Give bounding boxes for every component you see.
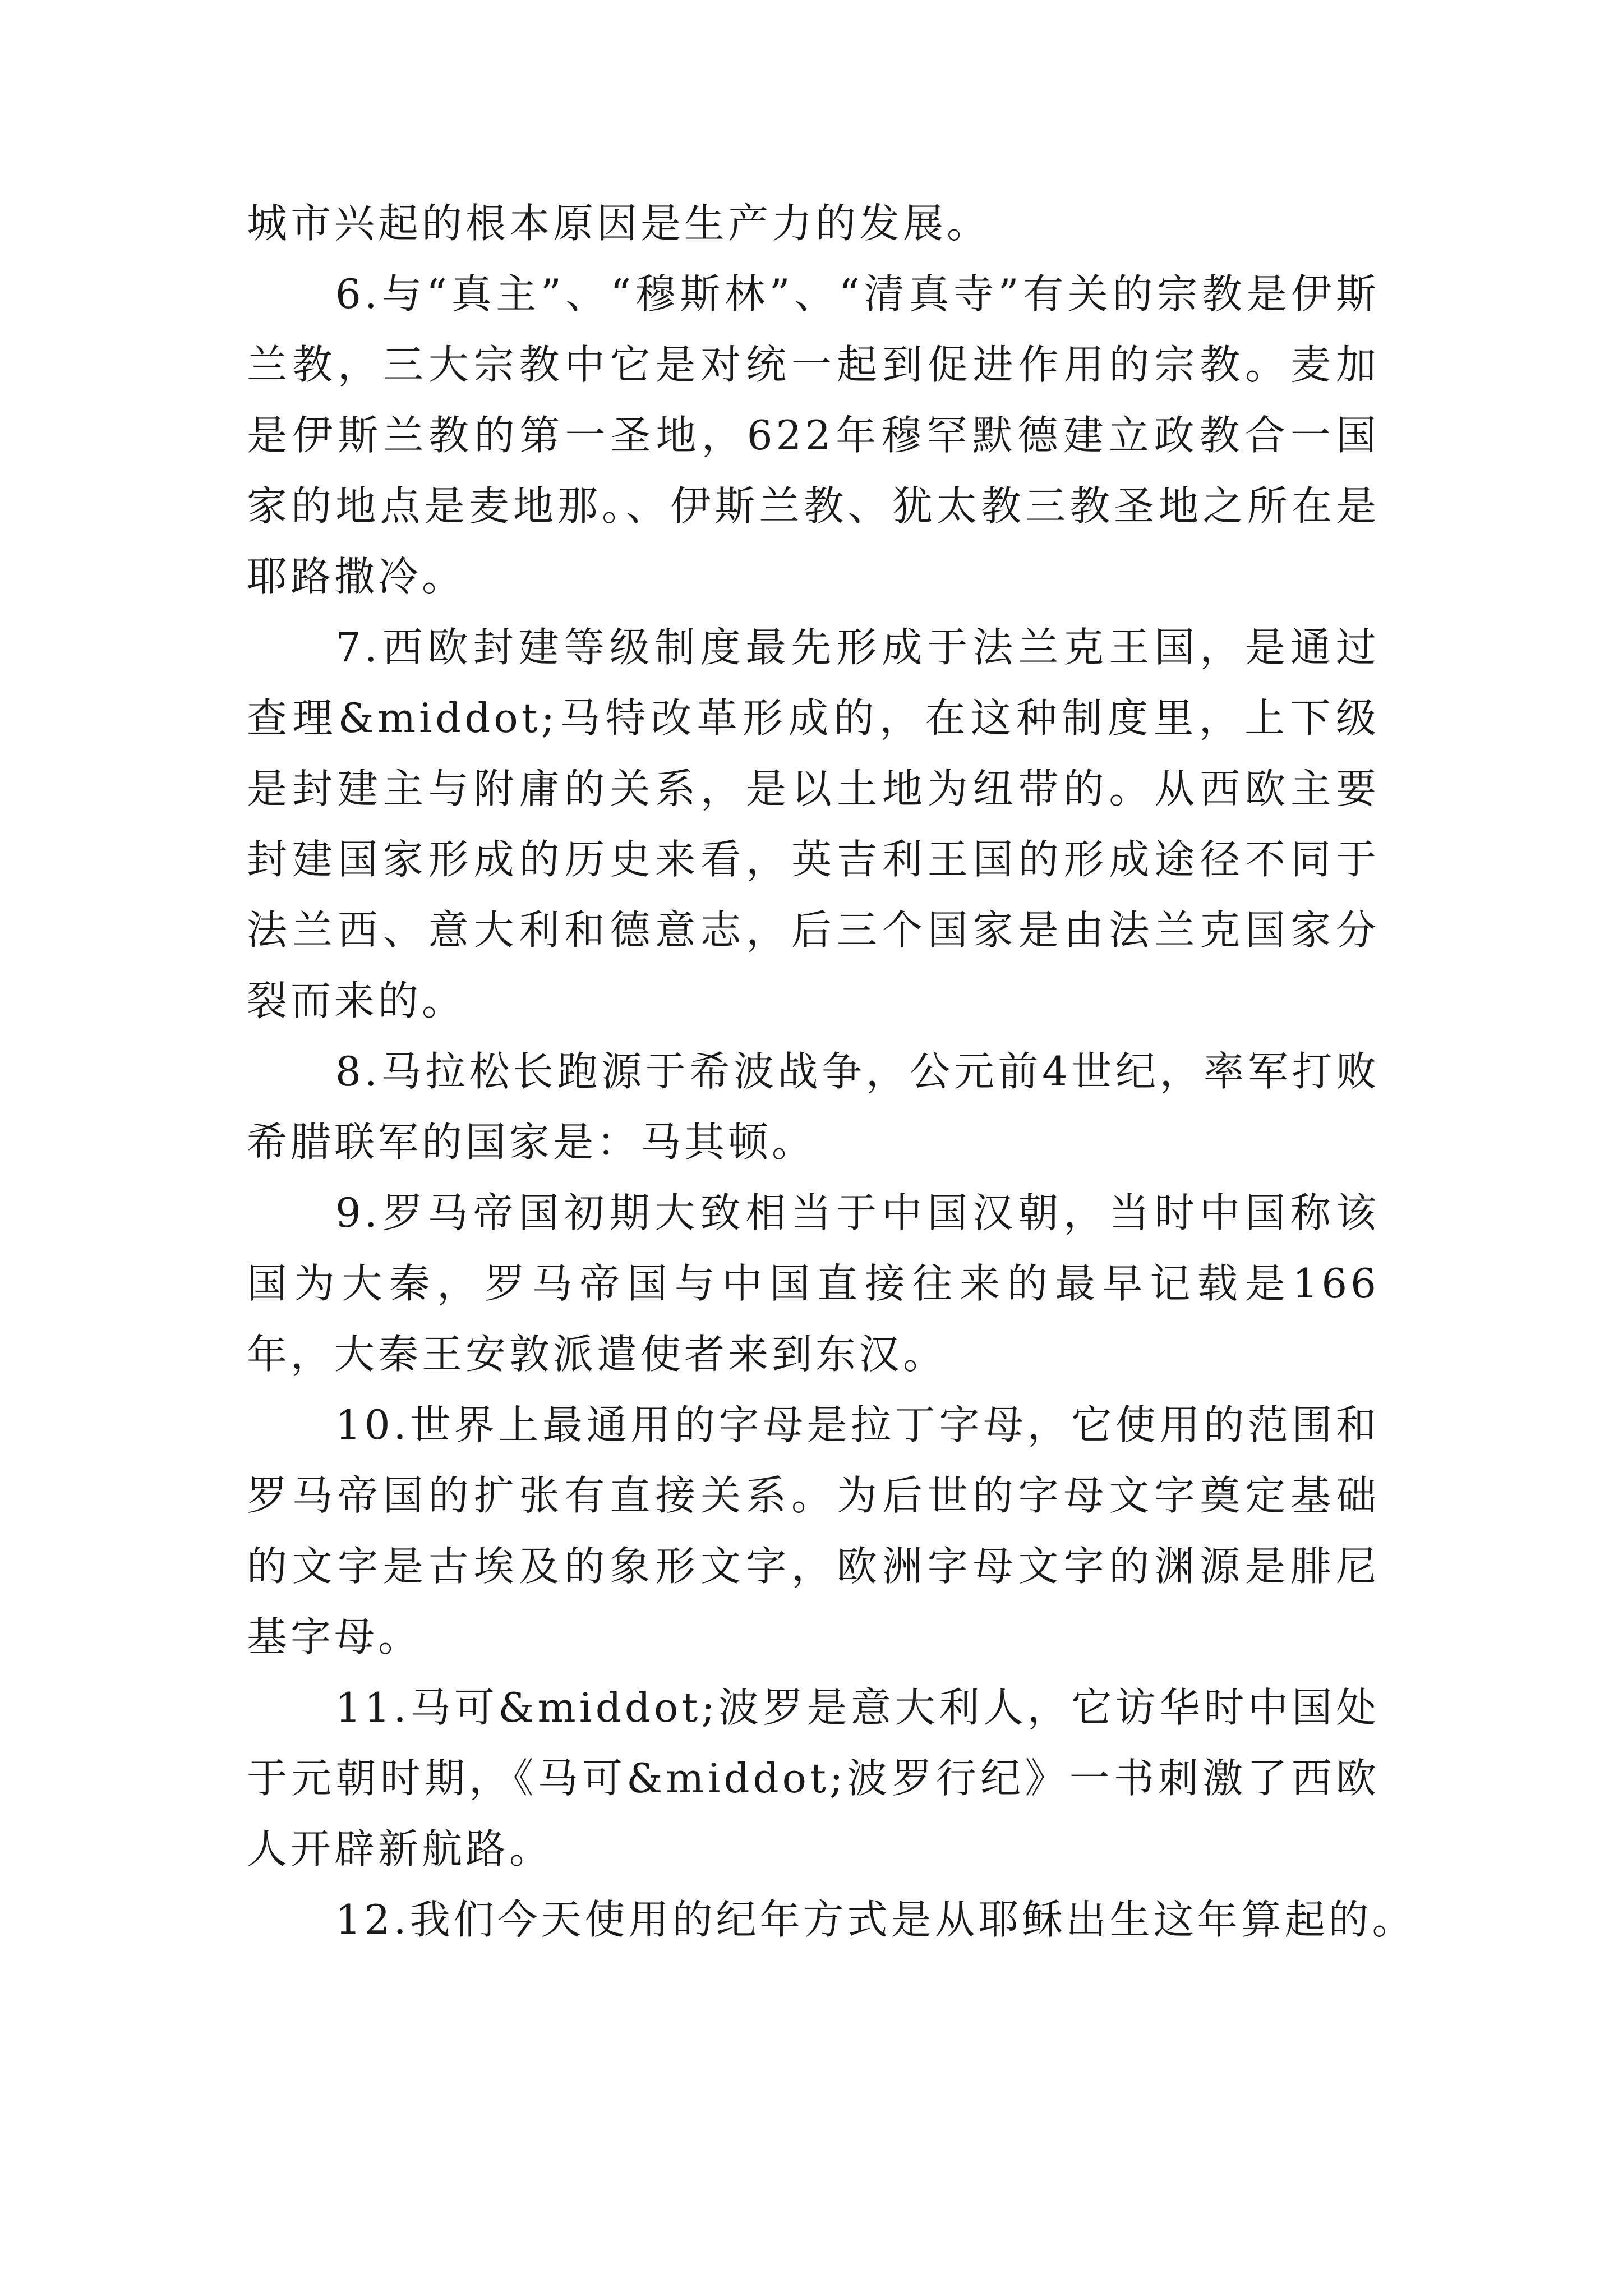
paragraph-item-12: 12.我们今天使用的纪年方式是从耶稣出生这年算起的。 bbox=[335, 1896, 1416, 1943]
paragraph-item-10: 10.世界上最通用的字母是拉丁字母，它使用的范围和罗马帝国的扩张有直接关系。为后世的字母文字奠定基础的文字是古埃及的象形文字，欧洲字母文字的渊源是腓尼基字母。 bbox=[247, 1401, 1380, 1660]
document-body bbox=[247, 188, 1416, 1955]
paragraph-city-rise: 城市兴起的根本原因是生产力的发展。 bbox=[247, 200, 991, 247]
paragraph-item-6: 6.与“真主”、“穆斯林”、“清真寺”有关的宗教是伊斯兰教，三大宗教中它是对统一起到促进作用的宗教。麦加是伊斯兰教的第一圣地，622年穆罕默德建立政教合一国家的地点是麦地那。、伊斯兰教、犹太教三教圣地之所在是耶路撒冷。 bbox=[247, 270, 1380, 600]
paragraph-item-9: 9.罗马帝国初期大致相当于中国汉朝，当时中国称该国为大秦，罗马帝国与中国直接往来的最早记载是166年，大秦王安敦派遣使者来到东汉。 bbox=[247, 1189, 1380, 1378]
paragraph-item-8: 8.马拉松长跑源于希波战争，公元前4世纪，率军打败希腊联军的国家是：马其顿。 bbox=[247, 1048, 1380, 1166]
paragraph-item-11: 11.马可&middot;波罗是意大利人，它访华时中国处于元朝时期，《马可&middot;波罗行纪》一书刺激了西欧人开辟新航路。 bbox=[247, 1684, 1380, 1872]
paragraph-item-7: 7.西欧封建等级制度最先形成于法兰克王国，是通过查理&middot;马特改革形成的，在这种制度里，上下级是封建主与附庸的关系，是以土地为纽带的。从西欧主要封建国家形成的历史来看，英吉利王国的形成途径不同于法兰西、意大利和德意志，后三个国家是由法兰克国家分裂而来的。 bbox=[247, 624, 1380, 1024]
